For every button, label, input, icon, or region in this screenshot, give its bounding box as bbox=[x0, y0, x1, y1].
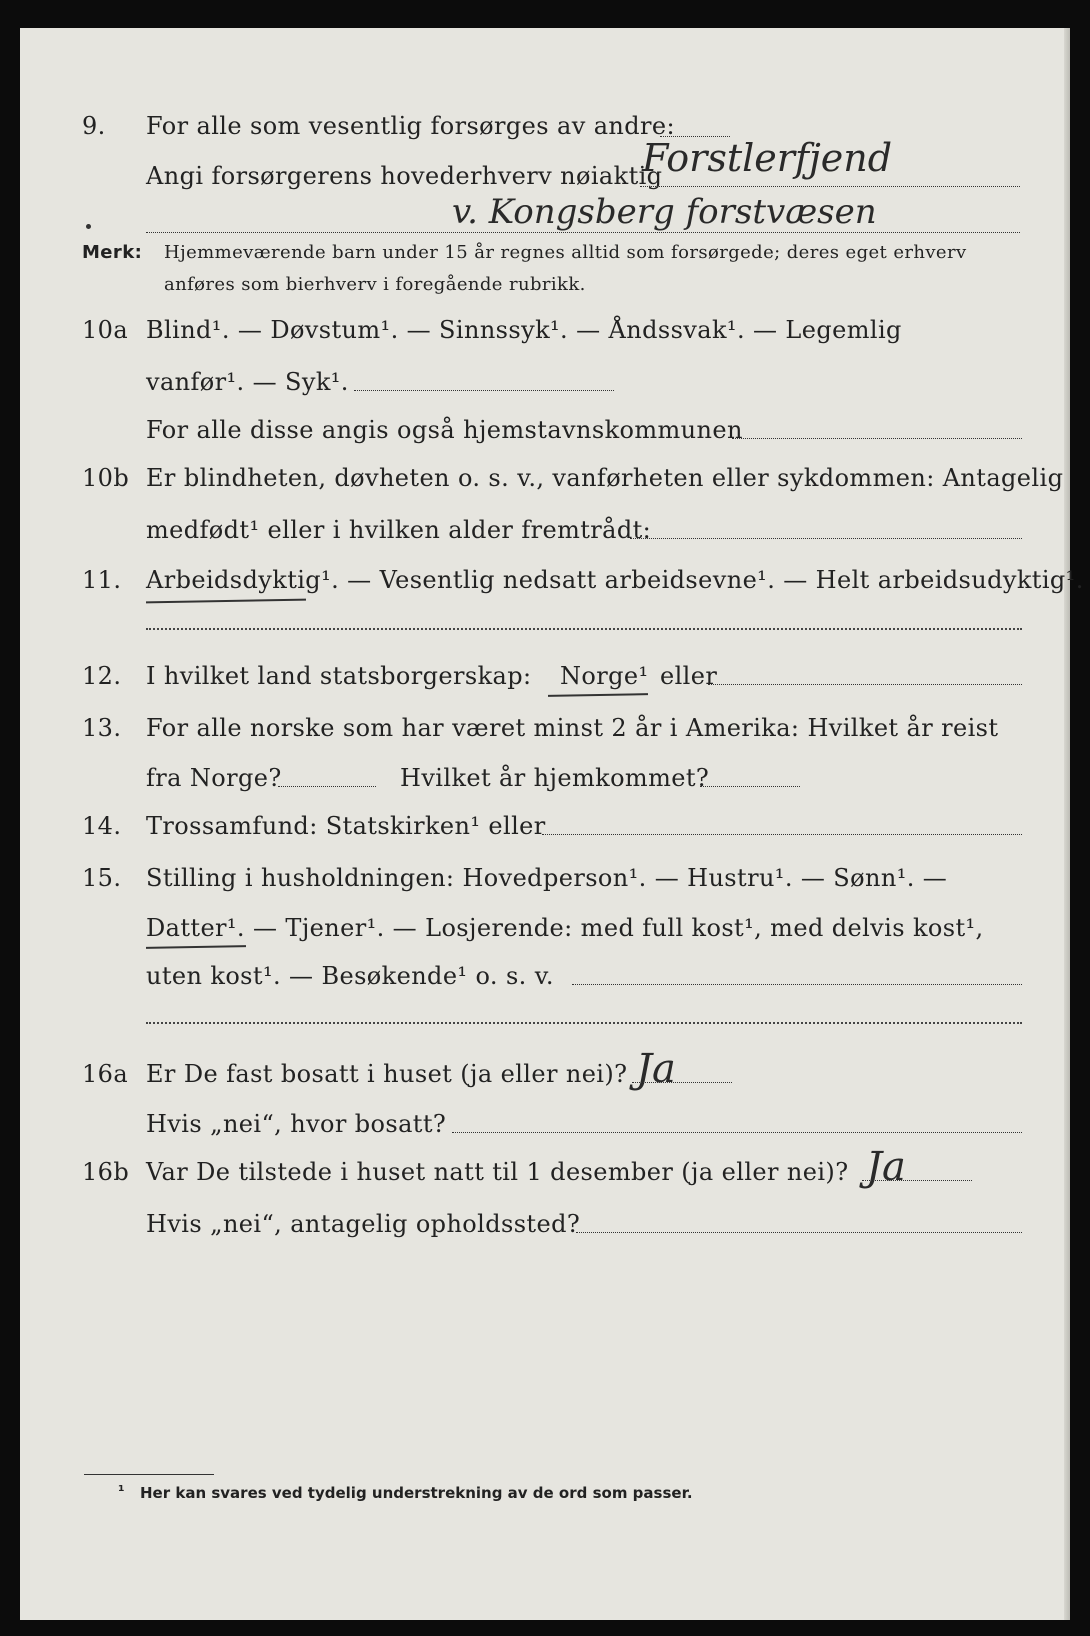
q15-text1: Stilling i husholdningen: Hovedperson¹. — Hustru¹. — Sønn¹. — bbox=[146, 864, 948, 892]
q16b-handwritten-answer: Ja bbox=[866, 1144, 906, 1190]
q16a-line2 bbox=[20, 1110, 1070, 1144]
q11-answer-line bbox=[146, 628, 1022, 630]
q10a-fill-line bbox=[354, 390, 614, 391]
q14-number: 14. bbox=[82, 812, 122, 840]
merk-text2: anføres som bierhverv i foregående rubrikk. bbox=[164, 274, 586, 295]
q15-line3 bbox=[20, 962, 1070, 996]
q12-underline-mark bbox=[548, 693, 648, 697]
q11-number: 11. bbox=[82, 566, 122, 594]
q16b-text1: Var De tilstede i huset natt til 1 desember (ja eller nei)? bbox=[146, 1158, 849, 1186]
q9-answer-line2 bbox=[146, 232, 1020, 233]
merk-label: Merk: bbox=[82, 242, 143, 263]
q15-text3: uten kost¹. — Besøkende¹ o. s. v. bbox=[146, 962, 554, 990]
q10b-fill-line bbox=[630, 538, 1022, 539]
q10b-number: 10b bbox=[82, 464, 130, 492]
census-form-page bbox=[20, 28, 1084, 1620]
q16b-fill-line bbox=[576, 1232, 1022, 1233]
q16a-text2: Hvis „nei“, hvor bosatt? bbox=[146, 1110, 447, 1138]
q12-number: 12. bbox=[82, 662, 122, 690]
q9-handwritten-answer2: v. Kongsberg forstvæsen bbox=[452, 192, 877, 232]
q9-line1 bbox=[20, 112, 1070, 146]
q16b-text2: Hvis „nei“, antagelig opholdssted? bbox=[146, 1210, 581, 1238]
q9-line2 bbox=[20, 162, 1070, 196]
q10b-text1: Er blindheten, døvheten o. s. v., vanførheten eller sykdommen: Antagelig bbox=[146, 464, 1064, 492]
q16a-number: 16a bbox=[82, 1060, 129, 1088]
q12-text-pre: I hvilket land statsborgerskap: bbox=[146, 662, 532, 690]
q13-line2 bbox=[20, 764, 1070, 798]
q10a-line1 bbox=[20, 316, 1070, 350]
merk-line2 bbox=[20, 274, 1070, 308]
q16a-fill-line bbox=[452, 1132, 1022, 1133]
q14-text1: Trossamfund: Statskirken¹ eller bbox=[146, 812, 546, 840]
q15-underline-mark bbox=[146, 945, 246, 949]
q11-line1 bbox=[20, 566, 1084, 600]
q9-handwritten-answer1: Forstlerfjend bbox=[642, 136, 893, 180]
q14-line1 bbox=[20, 812, 1070, 846]
q16b-answer-line bbox=[862, 1180, 972, 1181]
q10b-line2 bbox=[20, 516, 1070, 550]
q10a-text2: vanfør¹. — Syk¹. bbox=[146, 368, 349, 396]
q9-text: For alle som vesentlig forsørges av andre: bbox=[146, 112, 676, 140]
q10a-line2 bbox=[20, 368, 1070, 402]
q12-norge: Norge¹ bbox=[560, 662, 649, 690]
q10a-fill-line2 bbox=[732, 438, 1022, 439]
merk-line1 bbox=[20, 242, 1070, 276]
q13-text2b: Hvilket år hjemkommet? bbox=[400, 764, 710, 792]
q15-text2: Datter¹. — Tjener¹. — Losjerende: med full kost¹, med delvis kost¹, bbox=[146, 914, 984, 942]
q16a-answer-line bbox=[632, 1082, 732, 1083]
q10a-number: 10a bbox=[82, 316, 129, 344]
q15-answer-line bbox=[146, 1022, 1022, 1024]
q13-text2a: fra Norge? bbox=[146, 764, 282, 792]
q16b-number: 16b bbox=[82, 1158, 130, 1186]
q15-line1 bbox=[20, 864, 1070, 898]
footnote-marker: ¹ bbox=[118, 1482, 125, 1500]
q9-text2: Angi forsørgerens hovederhverv nøiaktig bbox=[146, 162, 663, 190]
q16a-handwritten-answer: Ja bbox=[636, 1046, 676, 1092]
footnote-rule bbox=[84, 1474, 214, 1475]
q14-fill-line bbox=[542, 834, 1022, 835]
q13-text1: For alle norske som har været minst 2 år i Amerika: Hvilket år reist bbox=[146, 714, 999, 742]
q12-text-post: eller bbox=[660, 662, 718, 690]
q9-number: 9. bbox=[82, 112, 106, 140]
q13-fill-line2 bbox=[700, 786, 800, 787]
footnote-text: Her kan svares ved tydelig understrekning av de ord som passer. bbox=[140, 1484, 693, 1502]
q10a-line3 bbox=[20, 416, 1070, 450]
q10a-text1: Blind¹. — Døvstum¹. — Sinnssyk¹. — Åndssvak¹. — Legemlig bbox=[146, 316, 902, 344]
q10a-text3: For alle disse angis også hjemstavnskommunen bbox=[146, 416, 743, 444]
q15-number: 15. bbox=[82, 864, 122, 892]
q11-text1: Arbeidsdyktig¹. — Vesentlig nedsatt arbeidsevne¹. — Helt arbeidsudyktig¹. bbox=[146, 566, 1084, 594]
q13-line1 bbox=[20, 714, 1070, 748]
q12-line1 bbox=[20, 662, 1070, 696]
merk-text1: Hjemmeværende barn under 15 år regnes alltid som forsørgede; deres eget erhverv bbox=[164, 242, 967, 263]
q12-fill-line bbox=[708, 684, 1022, 685]
q16a-line1 bbox=[20, 1060, 1070, 1094]
q9-answer-line bbox=[640, 186, 1020, 187]
q16b-line1 bbox=[20, 1158, 1070, 1192]
q15-fill-line bbox=[572, 984, 1022, 985]
q10b-text2: medfødt¹ eller i hvilken alder fremtrådt: bbox=[146, 516, 652, 544]
q16a-text1: Er De fast bosatt i huset (ja eller nei)? bbox=[146, 1060, 628, 1088]
q10b-line1 bbox=[20, 464, 1070, 498]
q13-fill-line1 bbox=[278, 786, 376, 787]
q13-number: 13. bbox=[82, 714, 122, 742]
margin-dot bbox=[86, 224, 91, 229]
q15-line2 bbox=[20, 914, 1070, 948]
q16b-line2 bbox=[20, 1210, 1070, 1244]
